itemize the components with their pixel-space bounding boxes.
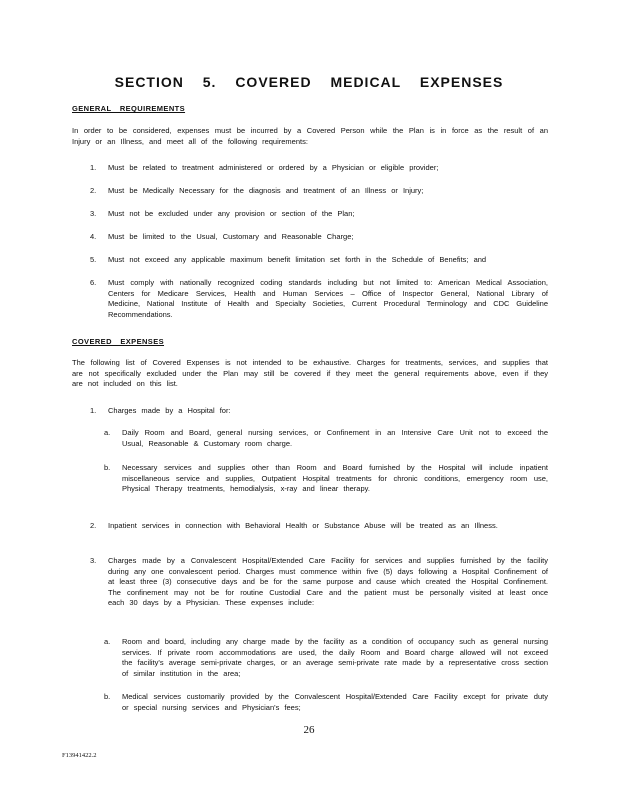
covered-item-3a: a. Room and board, including any charge made by the facility as a condition of occupancy such as general nursing services. If private room accommodations are used, the daily Room and Board charge allowed will not exceed the facility's average semi-private charges, or an average semi-private rate made by a representative cross section of similar institution in the area;	[104, 637, 548, 678]
covered-item-1b: b. Necessary services and supplies other than Room and Board furnished by the Hospital will include inpatient miscellaneous service and supplies, Outpatient Hospital treatments for chronic conditions, emergency room use, Physical Therapy treatments, hemodialysis, x-ray and linear therapy.	[104, 463, 548, 493]
general-item-6: 6. Must comply with nationally recognized coding standards including but not limited to: American Medical Association, Centers for Medicare Services, Health and Human Services – Office of Inspector General, National Library of Medicine, National Institute of Health and Specialty Societies, Current Procedural Terminology and CDC Guideline Recommendations.	[90, 278, 548, 319]
page-number: 26	[303, 724, 315, 736]
covered-intro: The following list of Covered Expenses is not intended to be exhaustive. Charges for treatments, services, and supplies that are not specifically excluded under the Plan may still be covered if they meet the general requirements above, even if they are not included on this list.	[72, 358, 548, 388]
covered-item-2: 2. Inpatient services in connection with Behavioral Health or Substance Abuse will be treated as an Illness.	[90, 521, 498, 530]
general-item-2: 2. Must be Medically Necessary for the diagnosis and treatment of an Illness or Injury;	[90, 186, 424, 195]
general-item-4: 4. Must be limited to the Usual, Customary and Reasonable Charge;	[90, 232, 354, 241]
document-code: F13941422.2	[62, 752, 97, 759]
covered-item-1a: a. Daily Room and Board, general nursing services, or Confinement in an Intensive Care Unit not to exceed the Usual, Reasonable & Customary room charge.	[104, 428, 548, 448]
general-item-3: 3. Must not be excluded under any provision or section of the Plan;	[90, 209, 355, 218]
section-title: SECTION 5. COVERED MEDICAL EXPENSES	[114, 74, 504, 90]
covered-expenses-heading: COVERED EXPENSES	[72, 337, 165, 346]
general-requirements-heading: GENERAL REQUIREMENTS	[72, 104, 186, 113]
covered-item-3b: b. Medical services customarily provided by the Convalescent Hospital/Extended Care Facility except for private duty or special nursing services and Physician's fees;	[104, 692, 548, 712]
covered-item-1: 1. Charges made by a Hospital for:	[90, 406, 231, 415]
general-item-5: 5. Must not exceed any applicable maximum benefit limitation set forth in the Schedule of Benefits; and	[90, 255, 487, 264]
covered-item-3: 3. Charges made by a Convalescent Hospital/Extended Care Facility for services and supplies furnished by the facility during any one convalescent period. Charges must commence within five (5) days following a Hospital Confinement of at least three (3) consecutive days and be for the same purpose and cause which created the Hospital Confinement. The confinement may not be for routine Custodial Care and the patient must be personally visited at least once each 30 days by a Physician. These expenses include:	[90, 556, 548, 607]
general-item-1: 1. Must be related to treatment administered or ordered by a Physician or eligible provider;	[90, 163, 439, 172]
general-intro: In order to be considered, expenses must be incurred by a Covered Person while the Plan is in force as the result of an Injury or an Illness, and meet all of the following requirements:	[72, 126, 548, 146]
